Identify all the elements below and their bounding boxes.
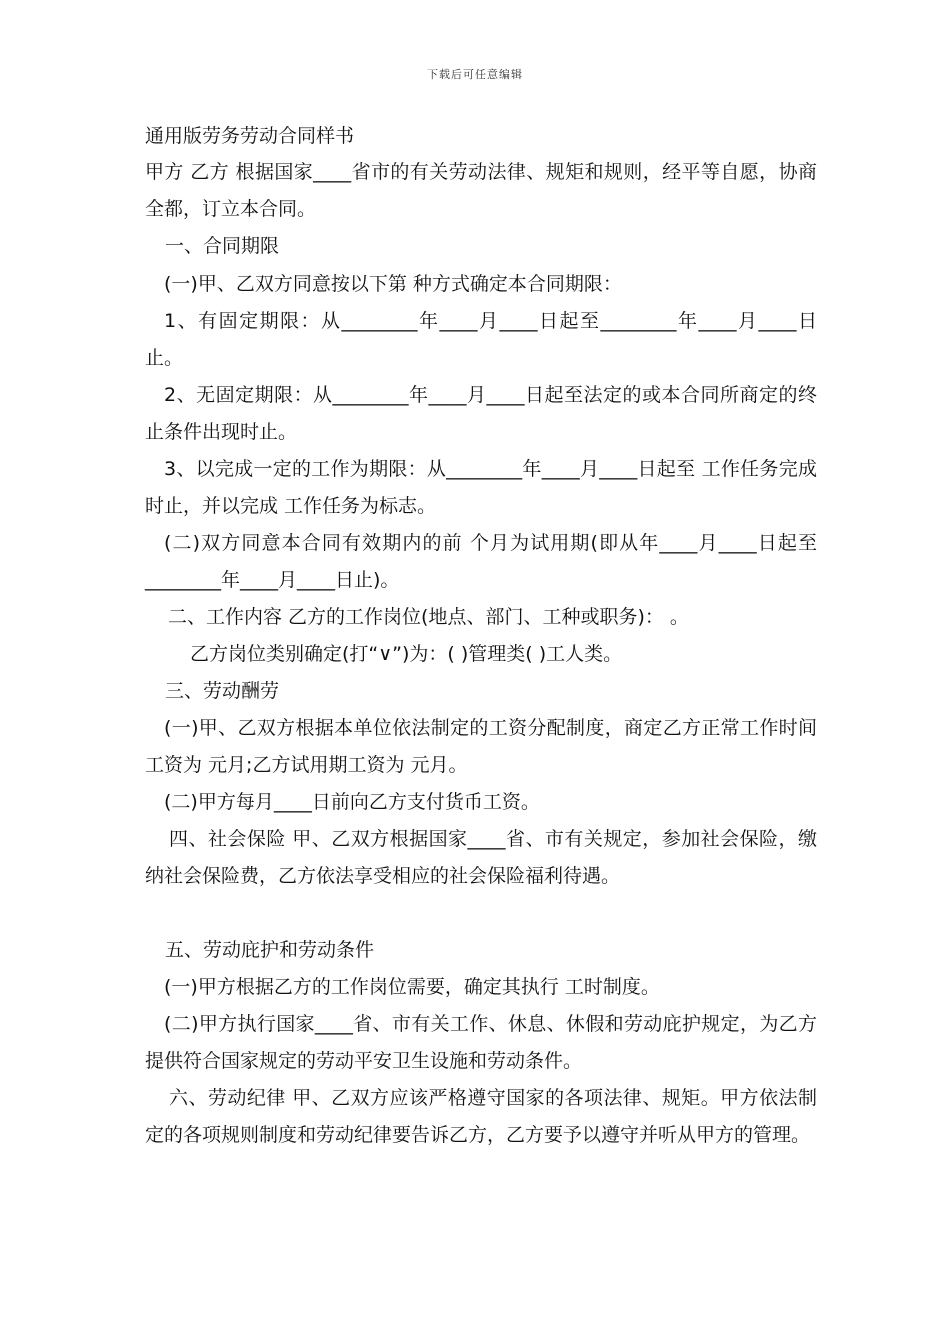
section-1-task-term: 3、以完成一定的工作为期限：从________年____月____日起至 工作任务完成时止，并以完成 工作任务为标志。 [145,458,817,517]
section-4-paragraph: 四、社会保险 甲、乙双方根据国家____省、市有关规定，参加社会保险，缴纳社会保险费，乙方依法享受相应的社会保险福利待遇。 [145,828,817,887]
section-5-clause-2: (二)甲方执行国家____省、市有关工作、休息、休假和劳动庇护规定，为乙方提供符合国家规定的劳动平安卫生设施和劳动条件。 [145,1013,817,1072]
section-3-heading: 三、劳动酬劳 [165,680,280,702]
section-1-probation: (二)双方同意本合同有效期内的前 个月为试用期(即从年____月____日起至________年____月____日止)。 [145,532,817,591]
section-1-heading: 一、合同期限 [165,235,280,257]
section-2-category: 乙方岗位类别确定(打“∨”)为：( )管理类( )工人类。 [190,643,623,665]
document-title: 通用版劳务劳动合同样书 [145,125,355,147]
section-5-heading: 五、劳动庇护和劳动条件 [165,939,375,961]
section-2-line: 二、工作内容 乙方的工作岗位(地点、部门、工种或职务)： 。 [168,606,689,628]
header-note: 下载后可任意编辑 [427,68,523,81]
section-1-clause-1: (一)甲、乙双方同意按以下第 种方式确定本合同期限： [164,273,622,295]
section-6-paragraph: 六、劳动纪律 甲、乙双方应该严格遵守国家的各项法律、规矩。甲方依法制定的各项规则制度和劳动纪律要告诉乙方，乙方要予以遵守并听从甲方的管理。 [145,1087,817,1146]
section-3-salary: (一)甲、乙双方根据本单位依法制定的工资分配制度，商定乙方正常工作时间工资为 元月;乙方试用期工资为 元月。 [145,717,817,776]
section-5-clause-1: (一)甲方根据乙方的工作岗位需要，确定其执行 工时制度。 [164,976,660,998]
section-3-payday: (二)甲方每月____日前向乙方支付货币工资。 [164,791,540,813]
intro-paragraph: 甲方 乙方 根据国家____省市的有关劳动法律、规矩和规则，经平等自愿，协商全都，订立本合同。 [145,161,817,220]
section-1-open-term: 2、无固定期限：从________年____月____日起至法定的或本合同所商定的终止条件出现时止。 [145,384,817,443]
section-1-fixed-term: 1、有固定期限：从________年____月____日起至________年____月____日止。 [145,310,817,369]
